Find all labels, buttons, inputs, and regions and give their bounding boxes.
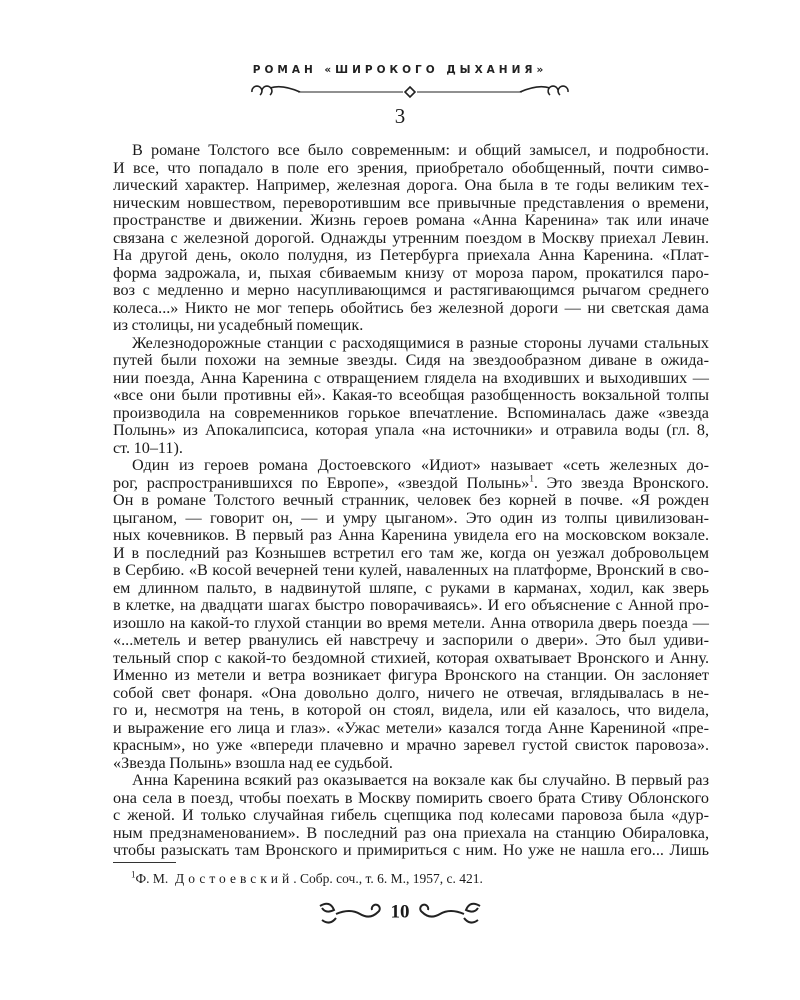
running-head: РОМАН «ШИРОКОГО ДЫХАНИЯ» [252, 64, 548, 76]
text-line: ем длинном пальто, в надвинутой шляпе, с руками в карманах, ходил, как зверь [113, 578, 709, 597]
text-line: На другой день, около полудня, из Петербурга приехала Анна Каренина. «Плат- [113, 246, 709, 264]
chapter-number: 3 [394, 104, 406, 128]
text-line: Один из героев романа Достоевского «Идиот» называет «сеть железных до- [132, 456, 709, 474]
footnote-citation: . Собр. соч., т. 6. М., 1957, с. 421. [293, 871, 483, 886]
text-line: воз с медленно и мерно насупливающимся и растягивающимся рычагом среднего [113, 281, 709, 299]
footnote-divider [113, 862, 176, 863]
text-line: ническим новшеством, переворотившим все привычные представления о времени, [113, 193, 709, 212]
text-line: «Звезда Полынь» взошла над ее судьбой. [113, 753, 393, 772]
text-line: путей были похожи на земные звезды. Сидя на звездообразном диване в ожида- [113, 351, 709, 369]
text-line: связана с железной дорогой. Однажды утренним поездом в Москву приехал Левин. [113, 228, 709, 247]
footnote-initials: Ф. М. [135, 871, 169, 886]
footnote-ref[interactable]: 1 [529, 473, 534, 484]
text-line: «все они были противны ей». Какая-то всеобщая разобщенность вокзальной толпы [113, 386, 709, 404]
page-footer [0, 900, 800, 926]
text-segment: . Это звезда Вронского. [533, 473, 709, 492]
header-ornament [248, 80, 572, 100]
footnote [131, 871, 483, 887]
footnote-author: Достоевский [175, 871, 294, 886]
body-text [113, 142, 709, 860]
text-line: «...метель и ветер рванулись ей навстречу и заспорили о двери». Это был удиви- [113, 631, 709, 649]
text-line: И в последний раз Кознышев встретил его там же, когда он уезжал добровольцем [113, 543, 709, 562]
text-line: форма задрожала, и, пыхая сбиваемым книзу от мороза паром, прокатился паро- [113, 263, 709, 282]
footnote-marker: 1 [131, 869, 136, 880]
text-line: го и, несмотря на тень, в которой он стоял, видела, или ей казалось, что видела, [113, 701, 709, 719]
text-line: Железнодорожные станции с расходящимися в разные стороны лучами стальных [132, 333, 709, 352]
left-ornament-icon [316, 900, 386, 926]
text-line: собой свет фонаря. «Она довольно долго, ничего не отвечая, вглядывалась в не- [113, 683, 709, 702]
text-line: с женой. И только случайная гибель сцепщика под колесами паровоза была «дур- [113, 806, 709, 824]
text-line: тельный спор с какой-то бездомной стихией, которая охватывает Вронского и Анну. [113, 648, 709, 667]
text-line: ст. 10–11). [113, 438, 183, 457]
text-line: ным предзнаменованием». В последний раз она приехала на станцию Обираловка, [113, 823, 709, 842]
text-line: ных кочевников. В первый раз Анна Каренина увидела его на московском вокзале. [113, 526, 709, 544]
page-number: 10 [390, 901, 410, 923]
text-line: чтобы разыскать там Вронского и примириться с ним. Но уже не нашла его... Лишь [113, 841, 709, 859]
text-line: цыганом, — говорит он, — и умру цыганом». Это один из толпы цивилизован- [113, 508, 709, 527]
text-line: лический характер. Например, железная дорога. Она была в те годы великим тех- [113, 176, 709, 194]
text-line: В романе Толстого все было современным: и общий замысел, и подробности. [132, 141, 709, 159]
text-line: Именно из метели и ветра возникает фигура Вронского на станции. Он заслоняет [113, 666, 709, 684]
text-segment: рог, распространившихся по Европе», «звездой Полынь» [113, 473, 530, 492]
text-line: нии поезда, Анна Каренина с отвращением глядела на входивших и выходивших — [113, 368, 709, 387]
right-ornament-icon [414, 900, 484, 926]
text-line: она села в поезд, чтобы поехать в Москву помирить своего брата Стиву Облонского [113, 788, 709, 807]
text-line: красным», но уже «впереди плачевно и мрачно заревел густой свисток паровоза». [113, 736, 709, 754]
text-line: Он в романе Толстого вечный странник, человек без корней в почве. «Я рожден [113, 491, 709, 509]
text-line: из столицы, ни усадебный помещик. [113, 316, 364, 334]
text-line: изошло на какой-то глухой станции во время метели. Анна отворила дверь поезда — [113, 613, 709, 632]
text-line: в клетке, на двадцати шагах быстро поворачиваясь». И его объяснение с Анной про- [113, 596, 709, 614]
text-line: производила на современников горькое впечатление. Вспоминалась даже «звезда [113, 403, 709, 422]
text-line [113, 475, 709, 493]
text-line: в Сербию. «В косой вечерней тени кулей, наваленных на платформе, Вронский в сво- [113, 561, 709, 579]
text-line: пространстве и движении. Жизнь героев романа «Анна Каренина» так или иначе [113, 211, 709, 229]
text-line: колеса...» Никто не мог теперь обойтись без железной дороги — ни светская дама [113, 298, 709, 317]
text-line: Анна Каренина всякий раз оказывается на вокзале как бы случайно. В первый раз [132, 771, 709, 789]
text-line: и выражение его лица и глаз». «Ужас метели» казался тогда Анне Карениной «пре- [113, 718, 709, 737]
text-line: Полынь» из Апокалипсиса, которая упала «на источники» и отравила воды (гл. 8, [113, 421, 709, 439]
text-line: И все, что попадало в поле его зрения, приобретало обобщенный, почти симво- [113, 158, 709, 177]
